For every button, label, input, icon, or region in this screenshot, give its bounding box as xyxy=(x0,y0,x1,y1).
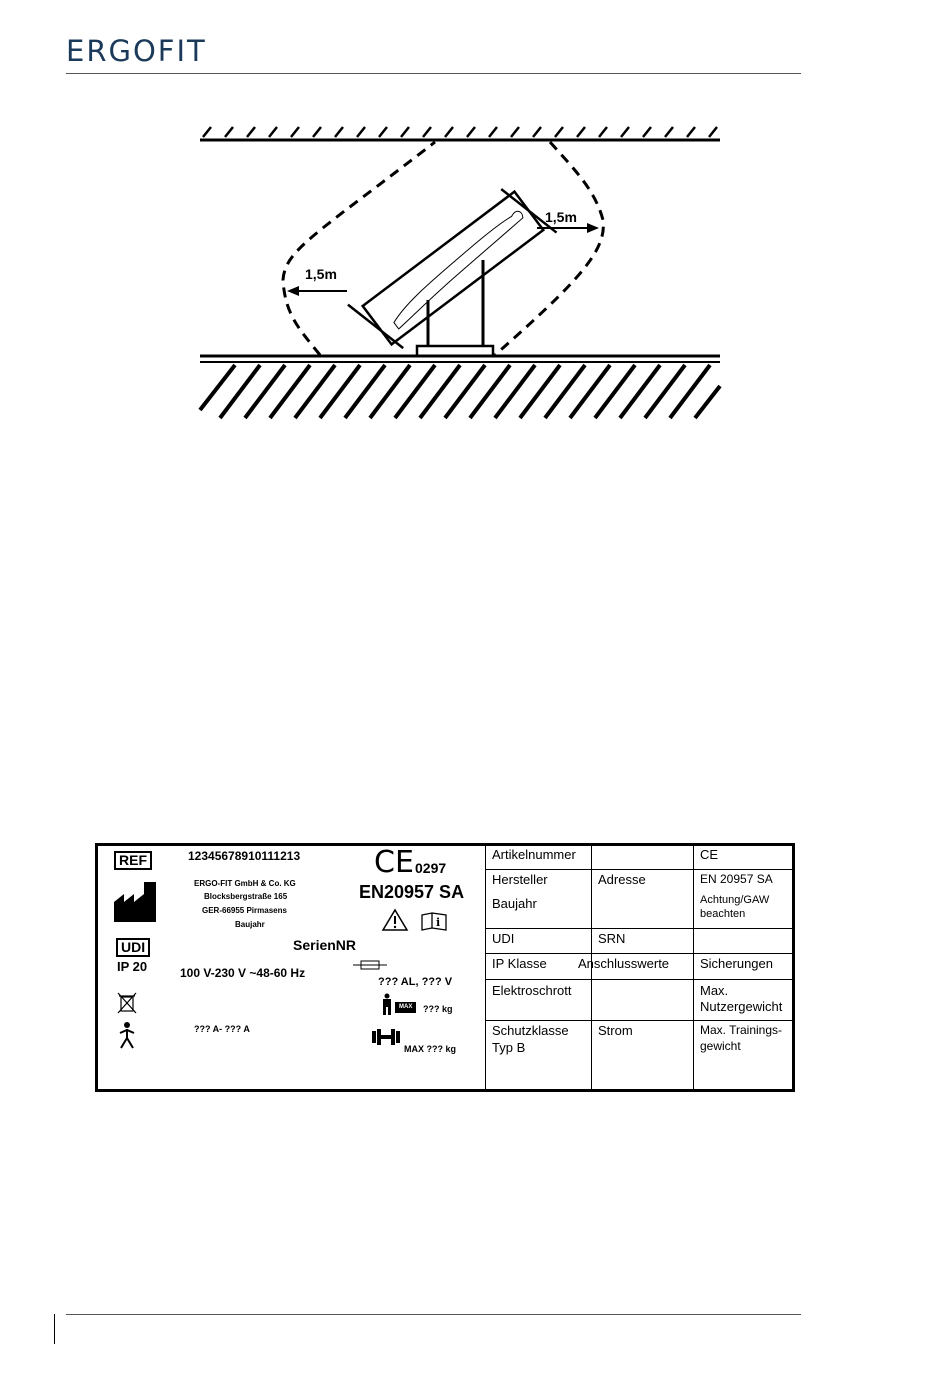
current-range: ??? A- ??? A xyxy=(194,1024,250,1034)
footer-margin-mark xyxy=(54,1314,55,1344)
legend-ce: CE xyxy=(700,847,719,862)
legend-address: Adresse xyxy=(598,872,646,887)
manufacturer-city: GER-66955 Pirmasens xyxy=(202,906,287,915)
serial-number-label: SerienNR xyxy=(293,937,357,953)
manufacturer-icon xyxy=(112,880,160,924)
manufacturer-year: Baujahr xyxy=(235,920,265,929)
legend-fuses: Sicherungen xyxy=(700,956,773,971)
fuse-rating: ??? AL, ??? V xyxy=(378,976,453,988)
legend-protection-class: Schutzklasse xyxy=(492,1023,569,1038)
user-weight-person-icon xyxy=(380,993,394,1015)
ergofit-logo xyxy=(66,34,207,68)
manual-info-icon xyxy=(420,911,448,931)
legend-standard: EN 20957 SA xyxy=(700,872,773,886)
legend-training-weight: gewicht xyxy=(700,1039,741,1053)
legend-ip-class: IP Klasse xyxy=(492,956,547,971)
clearance-diagram xyxy=(195,120,725,425)
legend-warning-2: beachten xyxy=(700,908,746,920)
voltage-range: 100 V-230 V ~48-60 Hz xyxy=(180,966,306,980)
right-clearance-label: 1,5m xyxy=(545,209,577,225)
legend-article-number: Artikelnummer xyxy=(492,847,576,862)
ce-mark: CE xyxy=(374,845,414,880)
legend-srn: SRN xyxy=(598,931,626,946)
manufacturer-name: ERGO-FIT GmbH & Co. KG xyxy=(194,879,296,888)
legend-year: Baujahr xyxy=(492,896,537,911)
weee-bin-icon xyxy=(116,991,138,1015)
legend-current: Strom xyxy=(598,1023,633,1038)
ip-rating: IP 20 xyxy=(117,959,148,974)
footer-rule xyxy=(66,1314,801,1315)
legend-user-weight: Nutzergewicht xyxy=(700,999,783,1014)
label-divider xyxy=(485,846,486,1092)
standard-label: EN20957 SA xyxy=(359,882,465,902)
legend-weee: Elektroschrott xyxy=(492,983,572,998)
fuse-icon xyxy=(353,958,387,972)
legend-udi: UDI xyxy=(492,931,515,946)
legend-type-b: Typ B xyxy=(492,1040,526,1055)
max-training-weight: MAX ??? kg xyxy=(404,1044,456,1054)
left-clearance-label: 1,5m xyxy=(305,266,337,282)
max-badge: MAX xyxy=(395,1002,416,1013)
ref-symbol: REF xyxy=(114,851,152,870)
ref-number: 12345678910111213 xyxy=(188,849,301,863)
type-b-person-icon xyxy=(118,1021,136,1049)
logo-text: ERGOFIT xyxy=(66,34,207,68)
device-label-sample xyxy=(95,843,795,1092)
dumbbell-icon xyxy=(370,1028,402,1046)
max-user-weight: ??? kg xyxy=(423,1004,453,1014)
udi-symbol: UDI xyxy=(116,938,150,957)
legend-warning: Achtung/GAW xyxy=(700,894,770,906)
manufacturer-street: Blocksbergstraße 165 xyxy=(204,892,288,901)
legend-manufacturer: Hersteller xyxy=(492,872,548,887)
legend-connection-values: Anschlusswerte xyxy=(578,956,670,971)
svg-text:i: i xyxy=(436,916,441,929)
legend-max-training: Max. Trainings- xyxy=(700,1023,783,1037)
header-rule xyxy=(66,73,801,74)
legend-max: Max. xyxy=(700,983,729,998)
warning-icon xyxy=(381,908,409,932)
ce-notified-body: 0297 xyxy=(415,860,447,876)
